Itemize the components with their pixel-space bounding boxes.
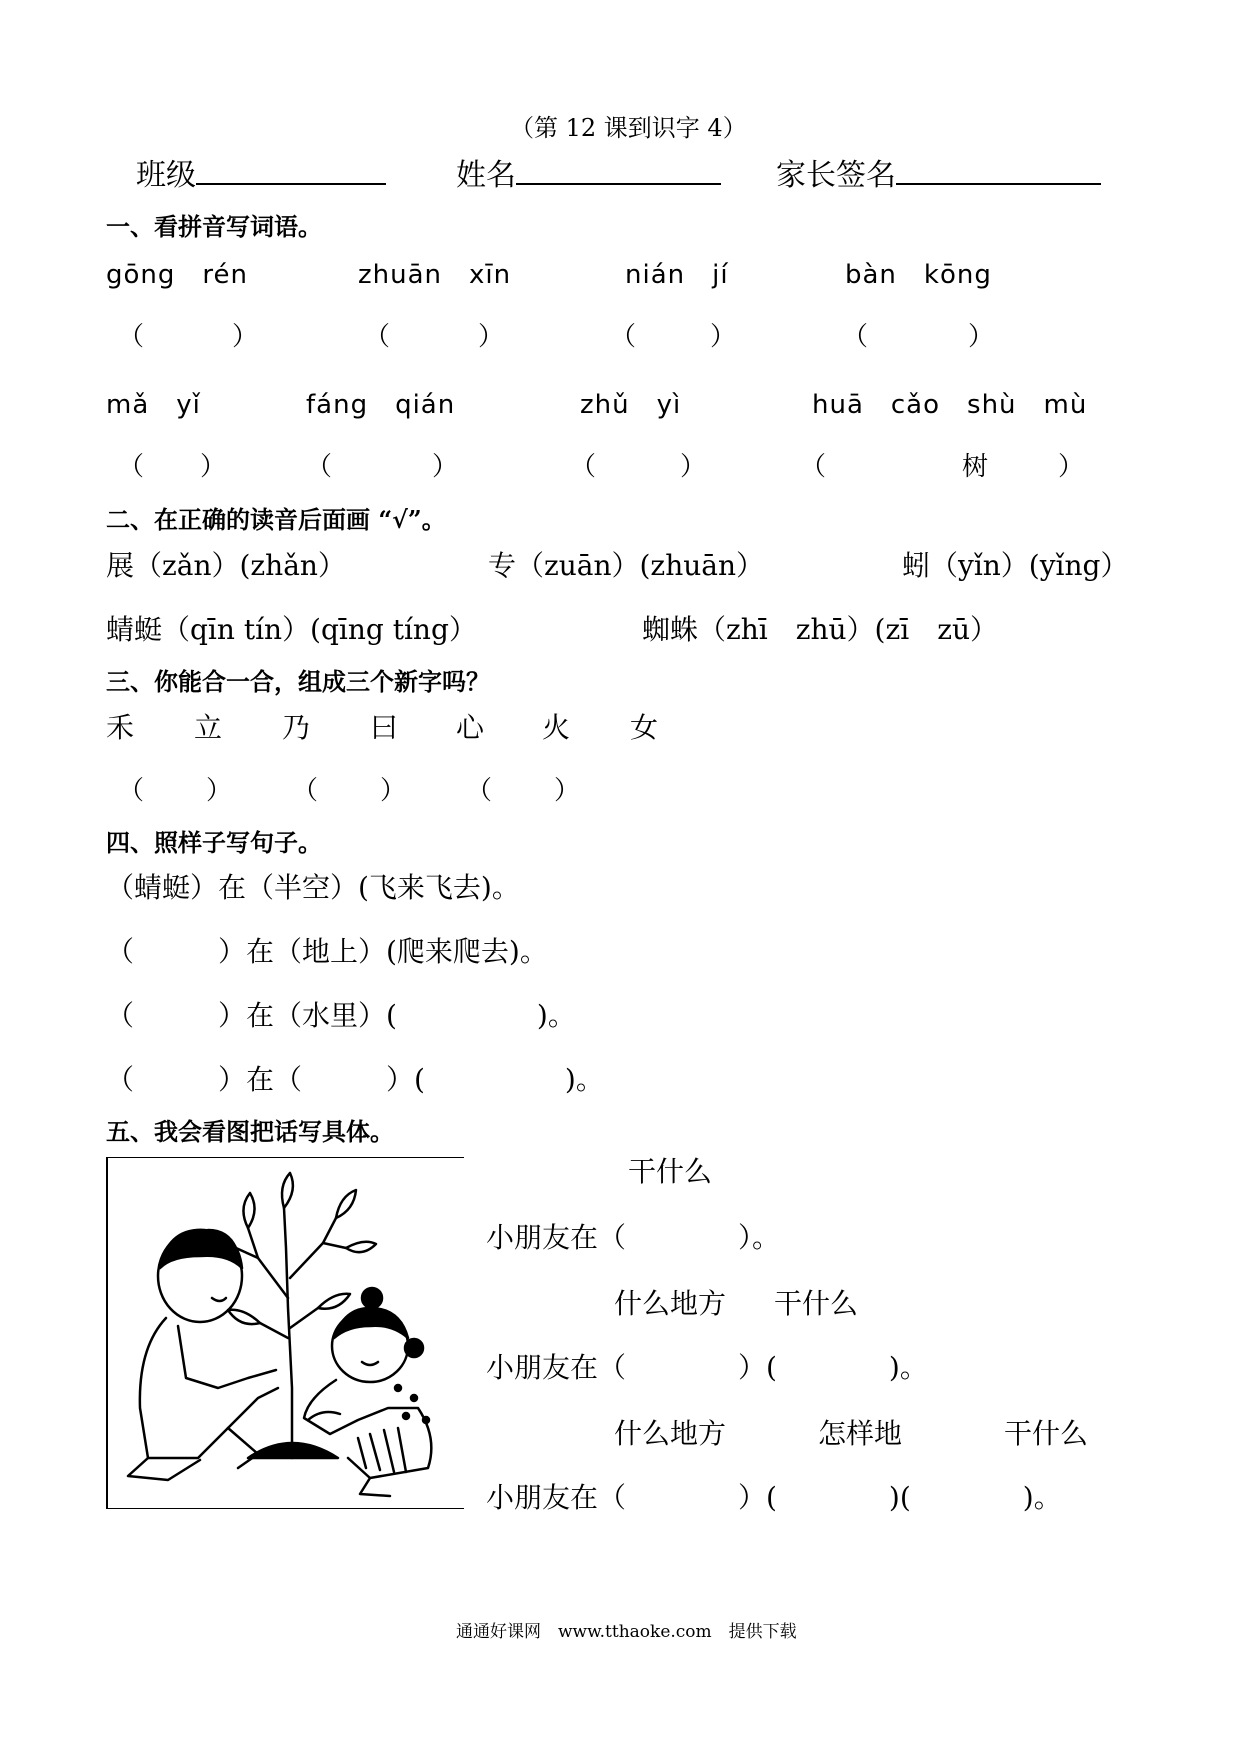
component-char: 禾 xyxy=(106,711,135,744)
parent-signature-field[interactable] xyxy=(776,150,1101,194)
answer-blank[interactable]: （ xyxy=(610,322,637,352)
section3-heading: 三、你能合一合，组成三个新字吗？ xyxy=(106,667,490,696)
answer-blank-close: ） xyxy=(380,776,407,806)
sentence-line[interactable]: （ ）在（地上）(爬来爬去)。 xyxy=(106,935,548,968)
pinyin-1-3: nián jí xyxy=(625,260,729,290)
pronunciation-item[interactable]: 蜻蜓（qīn tín）(qīng tíng） xyxy=(106,613,477,646)
pinyin-2-2: fáng qián xyxy=(306,390,456,420)
answer-blank[interactable]: （ xyxy=(118,452,145,482)
component-char: 火 xyxy=(542,711,571,744)
pronunciation-item[interactable]: 蚓（yǐn）(yǐng） xyxy=(902,549,1129,582)
answer-blank[interactable]: （ xyxy=(292,776,319,806)
answer-blank-close: ） xyxy=(232,322,259,352)
answer-blank[interactable]: （ xyxy=(570,452,597,482)
answer-blank-close: ） xyxy=(206,776,233,806)
pronunciation-item[interactable]: 蜘蛛（zhī zhū）(zī zū） xyxy=(642,613,998,646)
pronunciation-item[interactable]: 专（zuān）(zhuān） xyxy=(488,549,764,582)
hint-where: 什么地方 xyxy=(614,1417,727,1450)
name-blank[interactable] xyxy=(516,153,721,185)
answer-blank-close: ） xyxy=(1058,452,1085,482)
pronunciation-item[interactable]: 展（zǎn）(zhǎn） xyxy=(106,549,346,582)
answer-blank[interactable]: （ xyxy=(800,452,827,482)
answer-blank[interactable]: （ xyxy=(118,322,145,352)
hint-what: 干什么 xyxy=(774,1287,859,1320)
answer-blank-close: ） xyxy=(710,322,737,352)
answer-blank[interactable]: （ xyxy=(364,322,391,352)
answer-blank-close: ） xyxy=(680,452,707,482)
answer-blank[interactable]: （ xyxy=(466,776,493,806)
component-char: 女 xyxy=(630,711,659,744)
answer-blank[interactable]: （ xyxy=(842,322,869,352)
answer-blank-close: ） xyxy=(478,322,505,352)
answer-blank-close: ） xyxy=(554,776,581,806)
illustration-svg xyxy=(108,1158,462,1506)
pinyin-2-1: mǎ yǐ xyxy=(106,390,201,420)
answer-blank[interactable]: （ xyxy=(306,452,333,482)
section4-heading: 四、照样子写句子。 xyxy=(106,828,322,857)
tree-char: 树 xyxy=(962,452,989,482)
worksheet-title: （第 12 课到识字 4） xyxy=(510,114,747,142)
section1-heading: 一、看拼音写词语。 xyxy=(106,212,322,241)
pinyin-2-4: huā cǎo shù mù xyxy=(812,390,1088,420)
class-label: 班级 xyxy=(136,158,196,193)
pinyin-2-3: zhǔ yì xyxy=(580,390,682,420)
component-char: 曰 xyxy=(370,711,399,744)
component-char: 立 xyxy=(194,711,223,744)
hint-what: 干什么 xyxy=(1004,1417,1089,1450)
section5-heading: 五、我会看图把话写具体。 xyxy=(106,1117,394,1146)
section2-heading: 二、在正确的读音后面画 “√”。 xyxy=(106,505,446,534)
pinyin-1-2: zhuān xīn xyxy=(358,260,512,290)
parent-signature-blank[interactable] xyxy=(896,153,1101,185)
pinyin-1-1: gōng rén xyxy=(106,260,248,290)
component-char: 乃 xyxy=(282,711,311,744)
class-blank[interactable] xyxy=(196,153,386,185)
write-line-2[interactable]: 小朋友在（ ）( )。 xyxy=(486,1351,928,1384)
sentence-example: （蜻蜓）在（半空）(飞来飞去)。 xyxy=(106,871,520,904)
component-char: 心 xyxy=(456,711,485,744)
pinyin-1-4: bàn kōng xyxy=(845,260,992,290)
name-field[interactable] xyxy=(456,150,721,194)
answer-blank-close: ） xyxy=(200,452,227,482)
answer-blank-close: ） xyxy=(968,322,995,352)
write-line-1[interactable]: 小朋友在（ ）。 xyxy=(486,1221,781,1254)
hint-how: 怎样地 xyxy=(818,1417,903,1450)
sentence-line[interactable]: （ ）在（水里）( )。 xyxy=(106,999,576,1032)
name-label: 姓名 xyxy=(456,158,516,193)
hint-what: 干什么 xyxy=(628,1155,713,1188)
write-line-3[interactable]: 小朋友在（ ）( )( )。 xyxy=(486,1481,1062,1514)
hint-where: 什么地方 xyxy=(614,1287,727,1320)
parent-signature-label: 家长签名 xyxy=(776,158,896,193)
footer-text: 通通好课网 www.tthaoke.com 提供下载 xyxy=(456,1622,797,1642)
children-planting-tree-illustration xyxy=(106,1157,464,1509)
answer-blank[interactable]: （ xyxy=(118,776,145,806)
answer-blank-close: ） xyxy=(432,452,459,482)
class-field[interactable] xyxy=(136,150,386,194)
sentence-line[interactable]: （ ）在（ ）( )。 xyxy=(106,1063,604,1096)
